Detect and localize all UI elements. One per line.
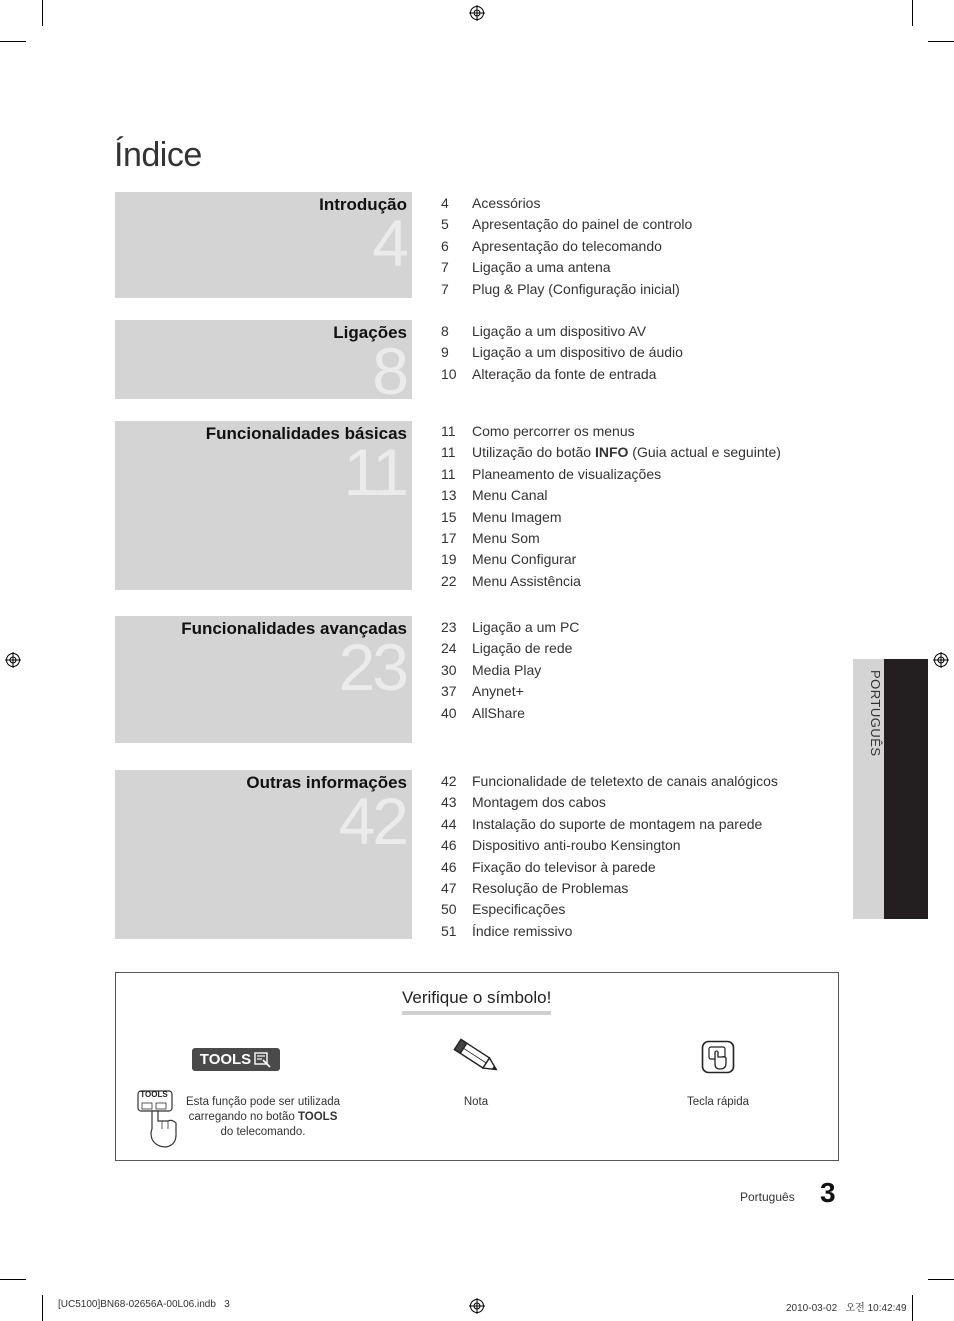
toc-text: Ligação de rede [472,640,573,657]
toc-page: 11 [441,444,456,461]
crop-mark [912,0,913,26]
toc-entry[interactable] [441,859,778,880]
toc-text [472,444,781,465]
toc-entry[interactable] [441,683,579,704]
print-date-info: 2010-03-02 오전 10:42:49 [786,1303,907,1314]
toc-entry[interactable] [441,662,579,683]
registration-mark-icon [5,652,21,668]
toc-entry[interactable] [441,444,781,465]
crop-mark [0,41,26,42]
toc-entry[interactable] [441,705,579,726]
note-label: Nota [463,1096,489,1108]
toc-entry[interactable] [441,423,781,444]
crop-mark [928,41,954,42]
quick-key-label: Tecla rápida [686,1096,749,1108]
toc-text: Instalação do suporte de montagem na parede [472,815,763,832]
toc-page: 42 [441,773,457,789]
toc-entry[interactable] [441,216,692,237]
toc-entry[interactable] [441,344,683,365]
toc-entry[interactable] [441,573,781,594]
toc-entry[interactable] [441,640,579,661]
registration-mark-icon [469,5,485,21]
toc-text: Ligação a uma antena [472,259,611,276]
toc-text-bold: INFO [594,444,629,461]
toc-text: Menu Assistência [472,572,581,589]
toc-text: Resolução de Problemas [472,879,629,896]
toc-text: Acessórios [472,195,541,211]
section-label: Funcionalidades avançadas [181,619,407,638]
toc-entry[interactable] [441,487,781,508]
toc-text: Alteração da fonte de entrada [472,365,657,382]
toc-page: 37 [441,683,457,700]
toc-page: 24 [441,640,457,657]
toc-text: Ligação a um PC [472,619,580,635]
toc-page: 51 [441,922,457,939]
toc-page: 7 [441,280,449,297]
toc-text: Menu Imagem [472,508,562,525]
toc-page: 9 [441,344,449,361]
toc-page: 46 [441,858,457,875]
toc-page: 7 [441,259,449,276]
toc-text: Como percorrer os menus [472,423,635,439]
toc-page: 17 [441,529,457,546]
crop-mark [912,1295,913,1321]
toc-text: Especificações [472,901,566,918]
toc-page: 50 [441,901,457,918]
toc-page: 5 [441,216,449,233]
toc-page: 10 [441,365,457,382]
toc-text: Media Play [472,661,542,678]
section-introducao[interactable] [115,192,412,298]
toc-entry[interactable] [441,880,778,901]
toc-entry[interactable] [441,794,778,815]
section-ligacoes[interactable] [115,320,412,399]
toc-text: Apresentação do painel de controlo [472,216,693,233]
toc-entry[interactable] [441,259,692,280]
toc-page: 43 [441,794,457,811]
toc-text: AllShare [472,704,525,721]
toc-text-part: Utilização do botão [472,444,595,461]
page-number: 3 [820,1177,836,1208]
section-number: 11 [343,435,406,509]
tools-desc-part: Esta função pode ser utilizada carregando no botão [185,1096,344,1123]
toc-entry[interactable] [441,323,683,344]
toc-entry[interactable] [441,551,781,572]
toc-text: Ligação a um dispositivo de áudio [472,344,683,361]
toc-entry[interactable] [441,773,778,794]
toc-page: 6 [441,237,449,254]
toc-text: Menu Configurar [472,551,577,568]
toc-text: Menu Som [472,529,540,546]
tools-desc-bold: TOOLS [297,1111,338,1123]
quick-key-icon [701,1040,735,1074]
toc-text: Anynet+ [472,683,524,700]
toc-page: 11 [441,465,456,482]
toc-entry[interactable] [441,619,579,640]
crop-mark [928,1279,954,1280]
toc-entry[interactable] [441,509,781,530]
section-label: Introdução [319,195,407,214]
pencil-note-icon [450,1037,504,1077]
symbol-legend-title: Verifique o símbolo! [402,988,551,1015]
crop-mark [42,1295,43,1321]
toc-text: Planeamento de visualizações [472,465,662,482]
registration-mark-icon [933,652,949,668]
toc-text: Fixação do televisor à parede [472,858,656,875]
toc-text: Apresentação do telecomando [472,237,662,254]
page-title: Índice [114,136,202,174]
toc-page: 4 [441,195,449,211]
section-label: Outras informações [246,773,407,792]
section-funcionalidades-basicas[interactable] [115,421,412,590]
remote-icon-label: TOOLS [140,1090,168,1099]
toc-list-funcionalidades-basicas [441,423,781,594]
toc-text: Índice remissivo [472,922,573,939]
toc-page: 11 [441,423,456,439]
language-tab-label: PORTUGUÊS [868,670,883,757]
toc-text: Dispositivo anti-roubo Kensington [472,837,681,854]
section-funcionalidades-avancadas[interactable] [115,616,412,743]
tools-desc-part: do telecomando. [220,1111,341,1138]
tools-hand-icon [254,1052,272,1068]
toc-entry[interactable] [441,366,683,387]
print-file-info: [UC5100]BN68-02656A-00L06.indb 3 [58,1299,230,1310]
toc-entry[interactable] [441,901,778,922]
toc-entry[interactable] [441,281,692,302]
footer-language: Português [740,1190,795,1204]
toc-entry[interactable] [441,238,692,259]
section-label: Ligações [333,323,407,342]
toc-page: 47 [441,879,457,896]
section-number: 42 [338,784,406,858]
toc-text-part: (Guia actual e seguinte) [628,444,781,461]
toc-page: 40 [441,704,457,721]
toc-entry[interactable] [441,466,781,487]
toc-entry[interactable] [441,195,692,216]
section-outras-informacoes[interactable] [115,770,412,939]
toc-page: 19 [441,551,457,568]
toc-list-funcionalidades-avancadas [441,619,579,726]
section-label: Funcionalidades básicas [205,424,407,443]
toc-page: 8 [441,323,449,339]
toc-page: 22 [441,572,457,589]
toc-text: Plug & Play (Configuração inicial) [472,280,680,297]
registration-mark-icon [469,1298,485,1314]
toc-entry[interactable] [441,530,781,551]
toc-list-outras-informacoes [441,773,778,944]
toc-page: 30 [441,661,457,678]
toc-entry[interactable] [441,923,778,944]
toc-page: 15 [441,508,457,525]
tools-badge [192,1048,280,1071]
language-tab-bar [884,659,928,919]
toc-list-ligacoes [441,323,683,387]
crop-mark [0,1279,26,1280]
toc-entry[interactable] [441,837,778,858]
section-number: 23 [338,630,406,704]
section-number: 4 [372,206,406,280]
toc-page: 46 [441,837,457,854]
toc-text: Ligação a um dispositivo AV [472,323,647,339]
toc-page: 13 [441,487,457,504]
toc-text: Montagem dos cabos [472,794,606,811]
tools-description [182,1095,344,1140]
toc-text: Funcionalidade de teletexto de canais analógicos [472,773,778,789]
toc-entry[interactable] [441,816,778,837]
crop-mark [42,0,43,26]
tools-badge-label: TOOLS [199,1051,252,1068]
toc-text: Menu Canal [472,487,548,504]
toc-page: 23 [441,619,457,635]
section-number: 8 [372,334,406,399]
toc-page: 44 [441,815,457,832]
toc-list-introducao [441,195,692,302]
